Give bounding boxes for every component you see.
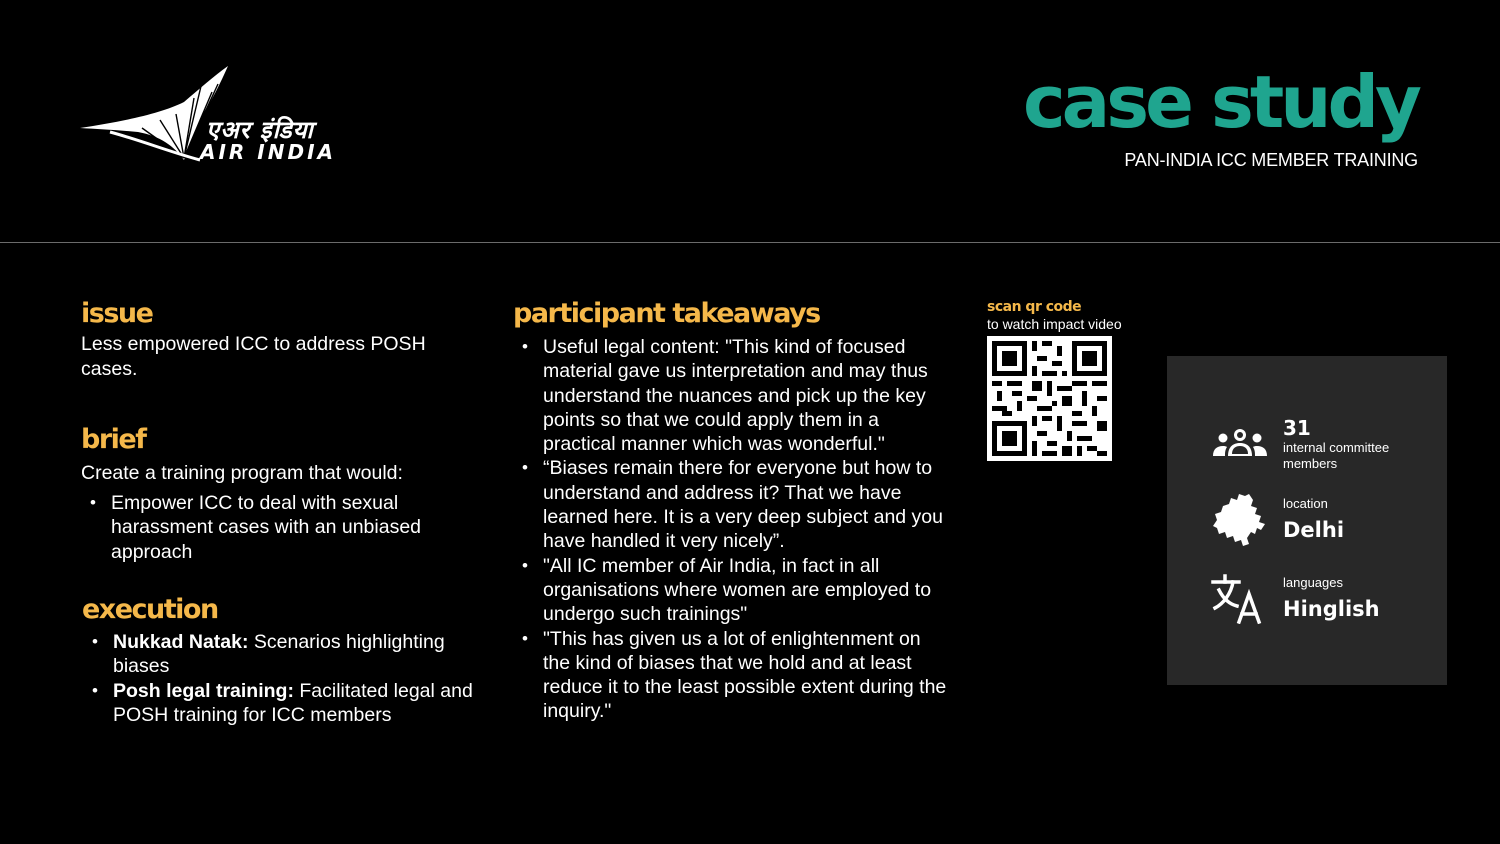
takeaway-item: • “Biases remain there for everyone but how to understand and address it? That we have learned here. It is a very deep subject and you have handled it very nicely”. — [513, 456, 953, 553]
page-title: case study — [1022, 60, 1418, 144]
issue-heading: issue — [81, 298, 153, 329]
header-divider — [0, 242, 1500, 243]
takeaways-heading: participant takeaways — [513, 298, 820, 329]
execution-item — [83, 630, 493, 679]
members-label: internal committee members — [1283, 440, 1390, 471]
location-label: location — [1283, 496, 1328, 511]
brief-heading: brief — [81, 424, 146, 455]
brief-item: • Empower ICC to deal with sexual harassment cases with an unbiased approach — [81, 491, 461, 564]
takeaway-item: • "This has given us a lot of enlightenment on the kind of biases that we hold and at least reduce it to the least possible extent during the inquiry." — [513, 627, 953, 724]
languages-value: Hinglish — [1283, 597, 1380, 621]
people-group-icon — [1211, 426, 1269, 458]
qr-code[interactable] — [987, 336, 1112, 461]
page-subtitle: PAN-INDIA ICC MEMBER TRAINING — [1124, 150, 1418, 170]
takeaways-list — [513, 335, 953, 724]
qr-sublabel: to watch impact video — [987, 316, 1122, 332]
execution-heading: execution — [82, 594, 218, 625]
brief-intro: Create a training program that would: — [81, 462, 403, 484]
execution-item-text: Facilitated legal and POSH training for ICC members — [113, 679, 473, 726]
languages-label: languages — [1283, 575, 1343, 590]
execution-item-title: Posh legal training: — [113, 679, 294, 702]
execution-item — [83, 679, 493, 728]
logo-english-text: AIR INDIA — [200, 140, 336, 164]
logo-hindi-text: एअर इंडिया — [206, 116, 314, 144]
translate-icon — [1211, 574, 1267, 624]
stats-panel — [1167, 356, 1447, 685]
execution-item-text: Scenarios highlighting biases — [113, 631, 445, 678]
issue-text: Less empowered ICC to address POSH cases. — [81, 333, 426, 380]
execution-item-title: Nukkad Natak: — [113, 631, 249, 653]
execution-list — [83, 630, 493, 727]
members-count: 31 — [1283, 416, 1311, 440]
qr-label: scan qr code — [987, 299, 1082, 315]
location-value: Delhi — [1283, 518, 1345, 542]
takeaway-item: • "All IC member of Air India, in fact in all organisations where women are employed to undergo such trainings" — [513, 554, 953, 627]
brief-list — [81, 491, 461, 564]
delhi-map-icon — [1211, 492, 1271, 548]
takeaway-item: • Useful legal content: "This kind of focused material gave us interpretation and may thus understand the nuances and pick up the key points so that we could apply them in a practical manner which was wonderful." — [513, 335, 953, 456]
